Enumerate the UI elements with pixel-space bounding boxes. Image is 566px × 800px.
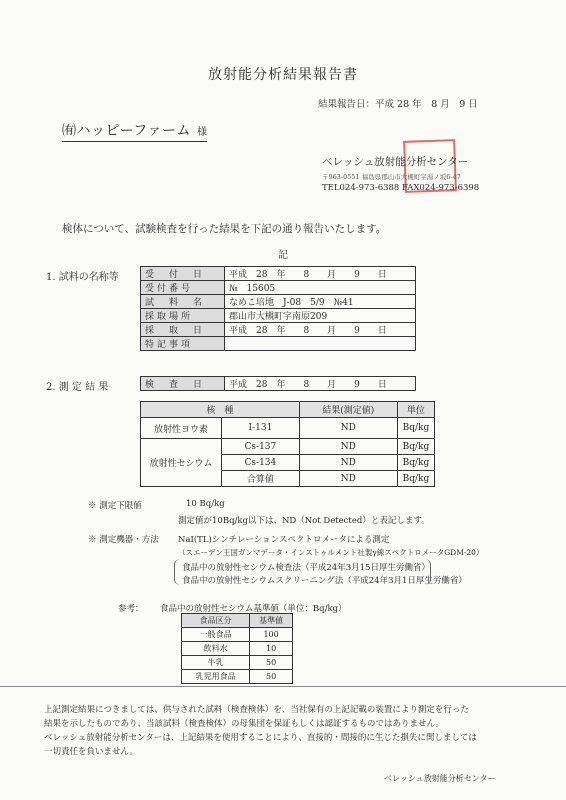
intro-text: 検体について、試験検査を行った結果を下記の通り報告いたします。 — [62, 223, 387, 235]
nuclide: 合算値 — [222, 471, 300, 487]
recipient-name: ㈲ハッピーファーム — [62, 123, 191, 139]
sample-label: 受付番号 — [141, 281, 225, 295]
limit-description: 測定値が10Bq/kg以下は、ND（Not Detected）と表記します。 — [178, 516, 430, 526]
limit-label: ※ 測定下限値 — [88, 501, 142, 511]
value: 100 — [250, 628, 293, 642]
table-row — [141, 323, 416, 337]
section1-heading: 1. 試料の名称等 — [46, 272, 119, 283]
sample-label: 特記事項 — [141, 337, 225, 351]
nuclide: I-131 — [222, 418, 300, 439]
table-row — [141, 337, 416, 351]
result: ND — [299, 471, 397, 487]
sample-label: 試 料 名 — [141, 295, 225, 309]
table-header-row — [141, 402, 435, 418]
unit: Bq/kg — [397, 418, 434, 439]
inspection-value: 平成 28 年 8 月 9 日 — [225, 377, 416, 391]
table-row — [141, 267, 416, 281]
table-row — [182, 642, 293, 656]
ki-mark: 記 — [278, 250, 288, 261]
value: 10 — [250, 642, 293, 656]
unit: Bq/kg — [397, 455, 434, 471]
category: 牛乳 — [182, 656, 250, 670]
table-header-row — [182, 614, 293, 628]
header-result: 結果(測定値) — [299, 402, 397, 418]
sample-value: № 15605 — [225, 281, 416, 295]
results-table — [140, 401, 435, 487]
issuer-tel: TEL024-973-6388 FAX024-973-6398 — [322, 183, 480, 193]
inspection-label: 検 査 日 — [141, 377, 225, 391]
group-cesium: 放射性セシウム — [141, 439, 222, 487]
table-row — [182, 656, 293, 670]
sample-label: 採 取 日 — [141, 323, 225, 337]
value: 50 — [250, 670, 293, 684]
sample-value: 平成 28 年 8 月 9 日 — [225, 267, 416, 281]
value: 50 — [250, 656, 293, 670]
method-line-3: 食品中の放射性セシウム検査法（平成24年3月15日厚生労働省） — [182, 563, 430, 573]
recipient-honorific: 様 — [196, 127, 208, 138]
result: ND — [299, 418, 397, 439]
category: 乳児用食品 — [182, 670, 250, 684]
legal-line-1: 上記測定結果につきましては、供与された試料（検査検体）を、当社保有の上記記載の装置により測定を行った — [44, 705, 469, 715]
sample-info-table — [140, 266, 416, 351]
issuer-name: ベレッシュ放射能分析センター — [322, 156, 469, 168]
legal-line-4: 一切責任を負いません。 — [44, 747, 139, 757]
method-line-4: 食品中の放射性セシウムスクリーニング法（平成24年3月1日厚生労働省） — [182, 576, 467, 586]
group-iodine: 放射性ヨウ素 — [141, 418, 222, 439]
result: ND — [299, 439, 397, 455]
report-date: 結果報告日：平成 28 年 8 月 9 日 — [318, 99, 478, 110]
sample-value: 郡山市大槻町字南原209 — [225, 309, 416, 323]
document-title: 放射能分析結果報告書 — [208, 67, 358, 83]
header-category: 食品区分 — [182, 614, 250, 628]
header-nuclide: 核 種 — [141, 402, 300, 418]
recipient — [62, 120, 207, 142]
sample-value: 平成 28 年 8 月 9 日 — [225, 323, 416, 337]
category: 飲料水 — [182, 642, 250, 656]
table-row — [141, 295, 416, 309]
method-label: ※ 測定機器・方法 — [88, 535, 159, 545]
legal-divider — [0, 686, 566, 687]
sample-value: なめこ培地 J-08 5/9 №41 — [225, 295, 416, 309]
nuclide: Cs-137 — [222, 439, 300, 455]
unit: Bq/kg — [397, 439, 434, 455]
header-value: 基準値 — [250, 614, 293, 628]
table-row — [182, 670, 293, 684]
table-row — [141, 281, 416, 295]
sample-label: 採取場所 — [141, 309, 225, 323]
legal-line-2: 結果を示したものであり、当該試料（検査検体）の母集団を保証もしくは認証するものではありません。 — [44, 719, 445, 729]
inspection-date-table — [140, 376, 416, 391]
table-row — [141, 418, 435, 439]
result: ND — [299, 455, 397, 471]
section2-heading: 2. 測 定 結 果 — [46, 382, 109, 393]
table-row — [141, 309, 416, 323]
method-line-1: NaI(TL)シンチレーションスペクトロメータによる測定 — [178, 535, 390, 545]
reference-label: 参考： — [118, 604, 144, 614]
table-row — [141, 377, 416, 391]
unit: Bq/kg — [397, 471, 434, 487]
table-row — [182, 628, 293, 642]
sample-value — [225, 337, 416, 351]
sample-label: 受 付 日 — [141, 267, 225, 281]
standards-table — [181, 613, 293, 684]
method-line-2: （スエーデン王国ガンマデータ・インストゥルメント社製γ線スペクトロメータGDM-20） — [178, 548, 484, 557]
table-row — [141, 439, 435, 455]
limit-value: 10 Bq/kg — [186, 499, 225, 509]
nuclide: Cs-134 — [222, 455, 300, 471]
footer-issuer: ベレッシュ放射能分析センター — [384, 774, 496, 783]
standards-title: 食品中の放射性セシウム基準値（単位：Bq/kg） — [160, 604, 347, 614]
header-unit: 単位 — [397, 402, 434, 418]
issuer-address: 〒963-0551 福島県郡山市大槻町字湯ノ坂6-47 — [322, 173, 461, 181]
category: 一般食品 — [182, 628, 250, 642]
legal-line-3: ベレッシュ放射能分析センターは、上記結果を使用することにより、直接的・間接的に生じた損失に関しましては — [44, 733, 477, 743]
